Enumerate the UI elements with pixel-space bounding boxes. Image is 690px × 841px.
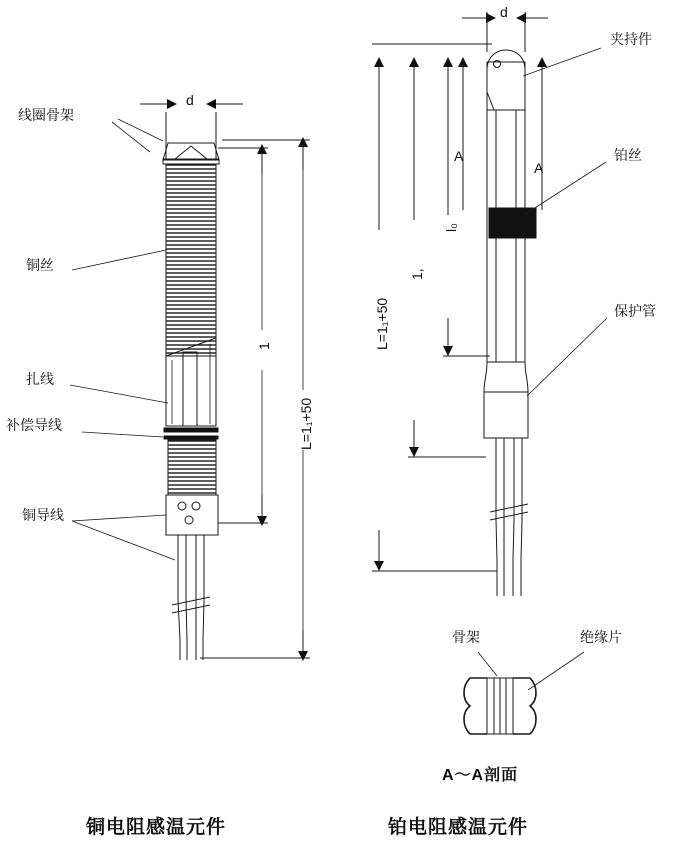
section-caption: A～A剖面 [442, 767, 519, 784]
figure-title-left: 铜电阻感温元件 [86, 817, 227, 838]
dim-d-left: d [186, 92, 194, 108]
dim-l1-left: 1 [256, 342, 272, 350]
dim-l1-right: 1, [409, 268, 425, 280]
figure-title-right: 铂电阻感温元件 [388, 817, 529, 838]
label-frame: 骨架 [452, 629, 480, 645]
dim-section-a-right: A [534, 160, 544, 176]
label-coil-frame: 线圈骨架 [18, 107, 74, 123]
label-clamp: 夹持件 [610, 31, 652, 47]
label-insulating-sheet: 绝缘片 [580, 629, 622, 645]
label-binding-wire: 扎线 [26, 371, 54, 387]
label-copper-lead: 铜导线 [22, 507, 64, 523]
label-compensating-lead: 补偿导线 [6, 417, 62, 433]
dim-total-right: L=1₁+50 [374, 297, 390, 350]
dim-d-right: d [500, 4, 508, 20]
label-copper-wire: 铜丝 [26, 257, 54, 273]
label-protective-tube: 保护管 [614, 303, 656, 319]
dim-total-left: L=1₁+50 [298, 397, 314, 450]
dim-l0-right: l₀ [443, 223, 459, 232]
label-platinum-wire: 铂丝 [614, 147, 642, 163]
dim-section-a-left: A [454, 148, 464, 164]
